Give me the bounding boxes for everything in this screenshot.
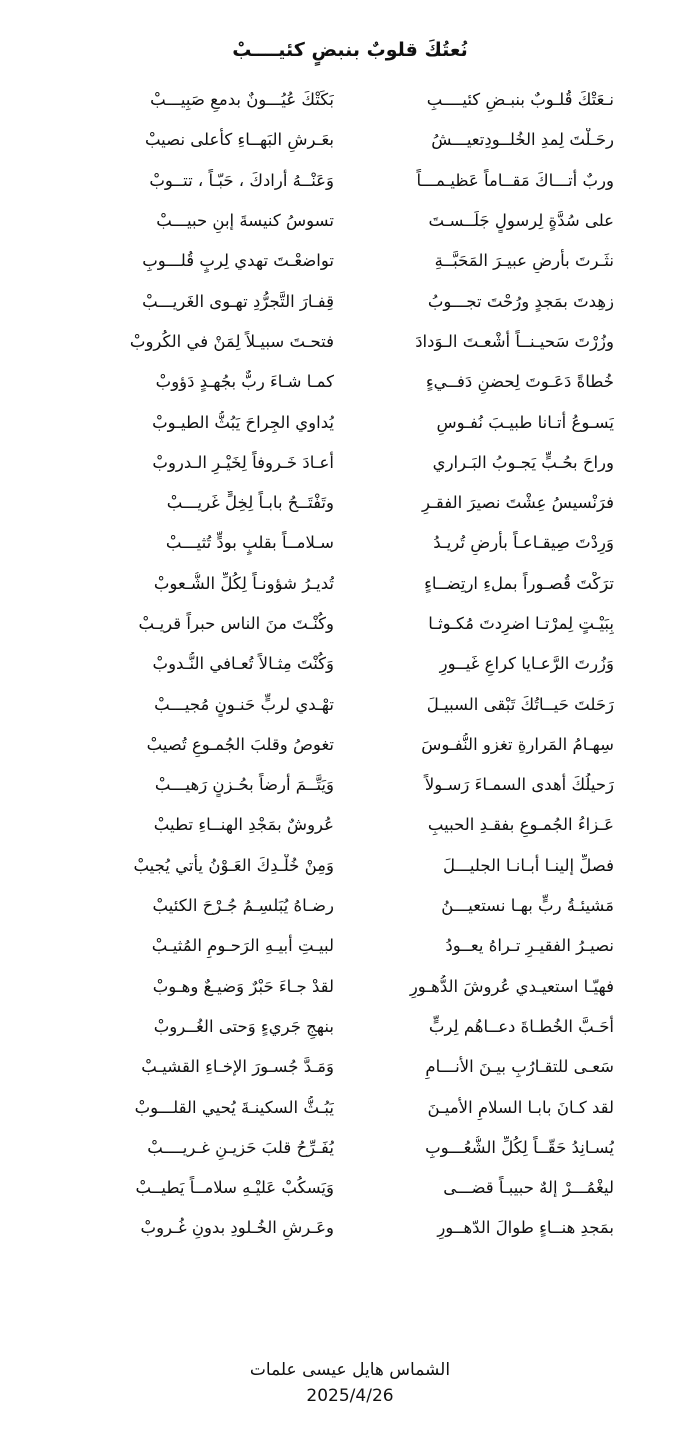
poem-title: نُعتُكَ قلوبٌ بنبضٍ كئيــــبْ — [232, 39, 468, 61]
verse-second-hemistich: يَبُـثُّ السكينـةَ يُحيي القلـــوبْ — [134, 1097, 334, 1117]
verse-line — [0, 765, 700, 805]
verse-line — [0, 443, 700, 483]
verse-second-hemistich: بنهجٍ جَريءٍ وَحتى الغُــروبْ — [153, 1016, 334, 1036]
verse-line — [0, 684, 700, 724]
verse-second-hemistich: تواضعْـتَ تهدي لِربٍ قُلـــوبِ — [142, 251, 334, 271]
verse-second-hemistich: وَمِنْ خُلْـدِكَ العَـوْنُ يأتي يُجيبْ — [133, 855, 334, 875]
verse-first-hemistich: نـعَتْكَ قُلـوبٌ بنبـضٍ كئيــــبِ — [426, 90, 614, 110]
verse-first-hemistich: يَسـوعُ أتـانا طبيـبَ نُفـوسٍ — [436, 412, 614, 432]
verse-first-hemistich: وربٌ أتـــاكَ مَقــاماً عَظيـمـــاً — [416, 170, 614, 190]
verse-line — [0, 1087, 700, 1127]
verse-second-hemistich: وَيَتَّــمَ أرضاً بحُـزنٍ رَهيـــبْ — [154, 775, 334, 795]
verse-first-hemistich: على سُدَّةٍ لِرسولٍ جَلَــسـتَ — [428, 211, 614, 231]
verse-line — [0, 967, 700, 1007]
verse-line — [0, 1168, 700, 1208]
verse-first-hemistich: فصلِّ إلينـا أبـانـا الجليـــلَ — [442, 855, 614, 875]
poem-date: 2025/4/26 — [306, 1386, 394, 1406]
verse-first-hemistich: رَحيلُكَ أهدى السمـاءَ رَسـولاً — [424, 775, 614, 795]
verse-second-hemistich: تهْـدي لربٍّ حَنـونٍ مُجيـــبْ — [154, 694, 334, 714]
verse-line — [0, 1007, 700, 1047]
verse-first-hemistich: نصيـرُ الفقيـرِ تـراهُ يعــودُ — [445, 936, 614, 956]
verse-line — [0, 523, 700, 563]
verse-second-hemistich: تُديـرُ شؤونـاً لِكُلِّ الشُّـعوبْ — [153, 573, 334, 593]
verse-line — [0, 241, 700, 281]
verse-second-hemistich: عُروشٌ بمَجْدِ الهنــاءِ تطيبْ — [153, 815, 334, 835]
verse-second-hemistich: وكُنْـتَ منَ الناس حبراً قريـبْ — [138, 614, 334, 633]
verse-line — [0, 161, 700, 201]
verse-second-hemistich: بَكَتْكَ عُيُـــونٌ بدمعٍ صَبِيـــبْ — [150, 90, 334, 110]
verse-second-hemistich: يُداوي الجِراحَ يَبُثُّ الطيـوبْ — [152, 412, 334, 432]
verse-second-hemistich: سـلامــاً بقلبٍ بودٍّ تُثيـــبْ — [165, 533, 334, 553]
verse-second-hemistich: وتَفْتَــحُ بابـاً لِخِلٍّ غَريـــبْ — [166, 493, 334, 513]
verse-first-hemistich: لقد كـانَ بابـا السلامِ الأميـنَ — [427, 1097, 614, 1117]
verse-line — [0, 805, 700, 845]
verse-second-hemistich: لبيـتِ أبيـهِ الرَحـومِ المُثيـبْ — [151, 936, 334, 956]
verse-second-hemistich: لقدْ جـاءَ حَبْرٌ وَضيـعٌ وهـوبْ — [152, 976, 334, 996]
verse-first-hemistich: عَـزاءُ الجُمـوعِ بفقـدِ الحبيبِ — [427, 815, 614, 835]
verse-second-hemistich: تسوسُ كنيسةَ إبنِ حبيـــبْ — [156, 211, 334, 231]
verse-first-hemistich: زهِدتَ بمَجدٍ ورُحْتَ تجـــوبُ — [427, 291, 614, 311]
verse-first-hemistich: نثَـرتَ بأرضٍ عبيـرَ المَحَبَّــةِ — [434, 251, 614, 271]
verse-first-hemistich: ليغْمُـــرْ إلهٌ حبيبـاً قضـــى — [443, 1178, 614, 1198]
verse-first-hemistich: ترَكْتَ قُصـوراً بملءِ ارتِضــاءٍ — [424, 573, 614, 593]
verse-first-hemistich: فرَنْسيسُ عِشْتَ نصيرَ الفقـرِ — [421, 493, 614, 513]
verse-line — [0, 201, 700, 241]
verse-first-hemistich: بمَجدِ هنــاءٍ طوالَ الدّهــورِ — [437, 1218, 614, 1238]
verse-line — [0, 725, 700, 765]
verse-line — [0, 402, 700, 442]
verse-second-hemistich: قِفـارَ التَّجرُّدِ تهـوى الغَريـــبْ — [142, 291, 334, 311]
verse-line — [0, 846, 700, 886]
verse-first-hemistich: رحَـلْتَ لِمدِ الخُلــودِتعيـــشُ — [431, 130, 614, 150]
verse-second-hemistich: رضـاهُ يُبَلسِـمُ جُـرْحَ الكئيبْ — [152, 896, 334, 916]
verse-line — [0, 926, 700, 966]
verse-second-hemistich: تغوصُ وقلبَ الجُمـوعِ تُصيبْ — [146, 734, 334, 754]
verse-line — [0, 322, 700, 362]
verse-first-hemistich: أحَـبَّ الخُطـاةَ دعــاهُم لِربٍّ — [428, 1016, 614, 1036]
verse-first-hemistich: وراحَ بحُـبٍّ يَجـوبُ البَـراري — [432, 452, 614, 472]
verse-second-hemistich: وَمَـدَّ جُسـورَ الإخـاءِ القشيـبْ — [141, 1057, 334, 1077]
verse-first-hemistich: رَحَلتَ حَيــاتُكَ تَبْقى السبيـلَ — [426, 694, 614, 714]
verse-first-hemistich: وَرِدْتَ صِيقـاعـاً بأرضٍ تُريـدُ — [433, 533, 614, 553]
verse-second-hemistich: فتحـتَ سبيـلاً لِمَنْ في الكُروبْ — [129, 331, 334, 351]
verse-line — [0, 80, 700, 120]
verse-first-hemistich: مَشيئـةُ ربٍّ بهـا نستعيـــنُ — [441, 896, 614, 916]
verse-second-hemistich: يُفَـرِّحُ قلبَ حَزيـنٍ غـريــــبْ — [147, 1137, 334, 1157]
author-signature: الشماس هايل عيسى علمات — [249, 1360, 451, 1380]
verse-line — [0, 886, 700, 926]
verse-first-hemistich: بِبَيْـتٍ لِمرْتـا اضرِدتَ مُكـوثـا — [428, 614, 614, 633]
verse-second-hemistich: وَعَنْــهُ أرادكَ ، حَبّـاً ، تتــوبْ — [149, 170, 334, 190]
verse-second-hemistich: كمـا شـاءَ ربٌّ بجُهـدٍ دَؤوبْ — [155, 372, 334, 392]
verse-list — [0, 80, 700, 1249]
verse-line — [0, 604, 700, 644]
verse-second-hemistich: وَكُنْتَ مِثـالاً تُعـافي النُّـدوبْ — [152, 654, 334, 674]
verse-line — [0, 1128, 700, 1168]
verse-first-hemistich: يُسـانِدُ حَقّــاً لِكُلِّ الشُّعُـــوبِ — [425, 1137, 614, 1157]
verse-second-hemistich: أعـادَ خَـروفاً لِخَيْـرِ الـدروبْ — [152, 452, 334, 472]
verse-line — [0, 564, 700, 604]
verse-line — [0, 483, 700, 523]
verse-first-hemistich: فهيّـا استعيـدي عُروشَ الدُّهـورِ — [409, 976, 614, 996]
verse-line — [0, 281, 700, 321]
verse-second-hemistich: بعَـرشِ البَهــاءِ كأعلى نصيبْ — [144, 130, 334, 150]
verse-line — [0, 1208, 700, 1248]
verse-first-hemistich: سِهـامُ المَرارةِ تغزو النُّفـوسَ — [421, 734, 614, 754]
verse-first-hemistich: وَزُرتَ الرَّعـايا كراعٍ غَيــورِ — [439, 654, 614, 674]
verse-line — [0, 362, 700, 402]
verse-line — [0, 644, 700, 684]
verse-first-hemistich: وزُرْتَ سَحيـنــاً أشْعـتَ الـوَدادَ — [415, 331, 614, 351]
verse-line — [0, 120, 700, 160]
verse-first-hemistich: سَعـى للتقـارُبِ بيـنَ الأنـــامِ — [425, 1057, 614, 1077]
verse-first-hemistich: خُطاةً دَعَـوتَ لِحضنٍ دَفــيءٍ — [425, 372, 614, 392]
verse-second-hemistich: وَيَسكُبْ عَليْـهِ سلامــاً يَطيــبْ — [135, 1178, 334, 1198]
verse-line — [0, 1047, 700, 1087]
verse-second-hemistich: وعَـرشِ الخُـلودِ بدونِ غُـروبْ — [140, 1218, 334, 1238]
